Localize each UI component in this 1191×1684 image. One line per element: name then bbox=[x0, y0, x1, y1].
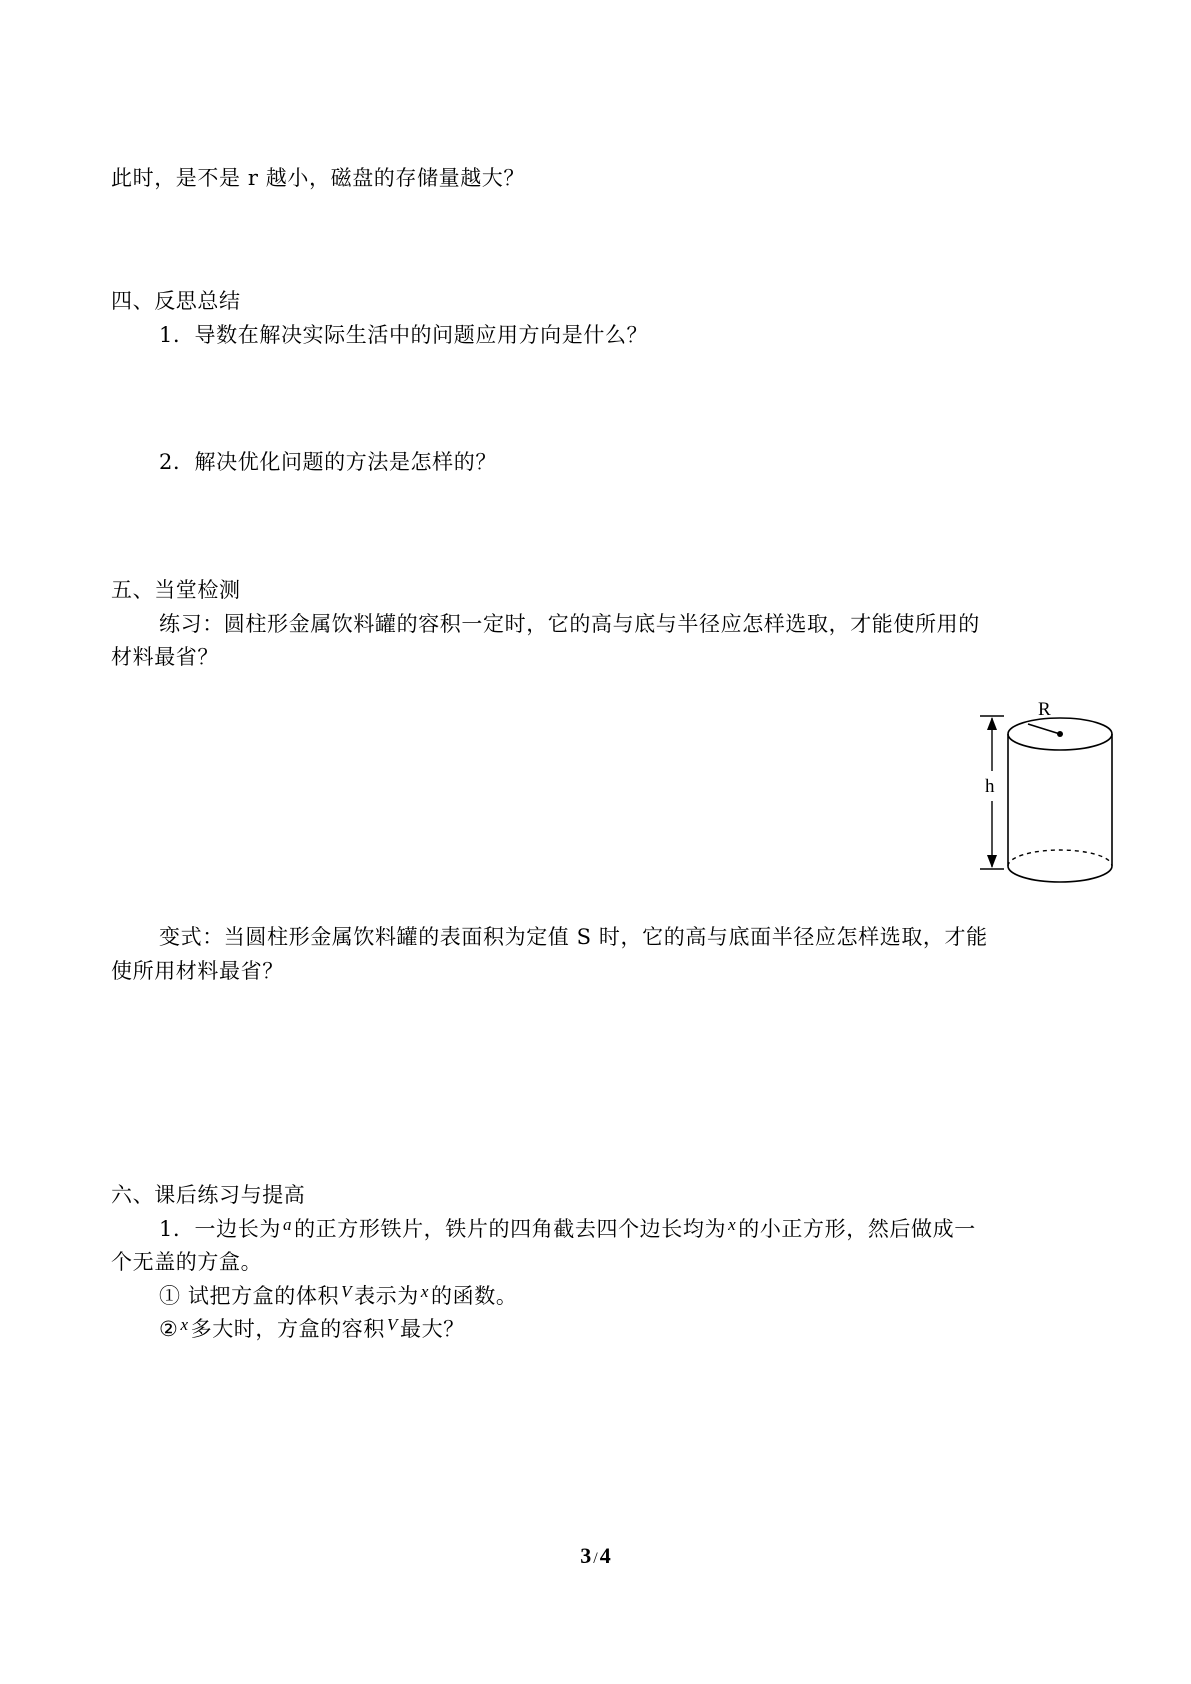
section-5-exercise-line-1: 练习：圆柱形金属饮料罐的容积一定时，它的高与底与半径应怎样选取，才能使所用的 bbox=[159, 612, 980, 636]
page-current: 3 bbox=[580, 1543, 592, 1568]
section-4-question-1: 1．导数在解决实际生活中的问题应用方向是什么？ bbox=[159, 323, 649, 347]
page-number bbox=[0, 1543, 1191, 1569]
cylinder-figure bbox=[960, 696, 1130, 896]
radius-label: R bbox=[1038, 699, 1051, 720]
problem-text: 的正方形铁片，铁片的四角截去四个边长均为 bbox=[294, 1217, 727, 1241]
section-5-title: 五、当堂检测 bbox=[111, 578, 241, 602]
problem-text: 1．一边长为 bbox=[159, 1217, 281, 1241]
height-label: h bbox=[985, 776, 995, 797]
section-6-title: 六、课后练习与提高 bbox=[111, 1183, 306, 1207]
item-text: 的函数。 bbox=[431, 1284, 518, 1308]
section-5-exercise-line-2: 材料最省？ bbox=[111, 645, 219, 669]
section-4-title: 四、反思总结 bbox=[111, 289, 241, 313]
item-text: 多大时，方盒的容积 bbox=[190, 1317, 385, 1341]
radius-line bbox=[1028, 724, 1060, 734]
section-6-problem-1-line-2: 个无盖的方盒。 bbox=[111, 1250, 263, 1274]
variable-x: x bbox=[420, 1282, 430, 1301]
cylinder-bottom-back bbox=[1008, 850, 1112, 866]
variable-x: x bbox=[728, 1215, 737, 1234]
cylinder-bottom-front bbox=[1008, 866, 1112, 882]
section-6-problem-1-line-1 bbox=[159, 1214, 976, 1246]
section-5-variant-line-1: 变式：当圆柱形金属饮料罐的表面积为定值 S 时，它的高与底面半径应怎样选取，才能 bbox=[159, 925, 988, 949]
page-separator: / bbox=[593, 1550, 598, 1567]
section-4-question-2: 2．解决优化问题的方法是怎样的？ bbox=[159, 450, 497, 474]
variable-V: V bbox=[341, 1282, 353, 1301]
variable-a: a bbox=[282, 1215, 293, 1234]
item-text: 最大？ bbox=[399, 1317, 465, 1341]
problem-text: 的小正方形，然后做成一 bbox=[738, 1217, 976, 1241]
variable-x: x bbox=[180, 1315, 189, 1334]
height-arrow-head-up bbox=[987, 717, 997, 730]
text-line-disk-question: 此时，是不是 r 越小，磁盘的存储量越大？ bbox=[111, 166, 525, 190]
section-6-item-2 bbox=[159, 1314, 465, 1346]
height-arrow-head-down bbox=[987, 855, 997, 868]
center-dot bbox=[1057, 731, 1063, 737]
item-text: ② bbox=[159, 1317, 179, 1341]
variable-V: V bbox=[387, 1315, 398, 1334]
item-text: ① 试把方盒的体积 bbox=[159, 1284, 340, 1308]
section-5-variant-line-2: 使所用材料最省？ bbox=[111, 959, 284, 983]
item-text: 表示为 bbox=[354, 1284, 419, 1308]
page-total: 4 bbox=[599, 1543, 611, 1568]
section-6-item-1 bbox=[159, 1281, 517, 1313]
